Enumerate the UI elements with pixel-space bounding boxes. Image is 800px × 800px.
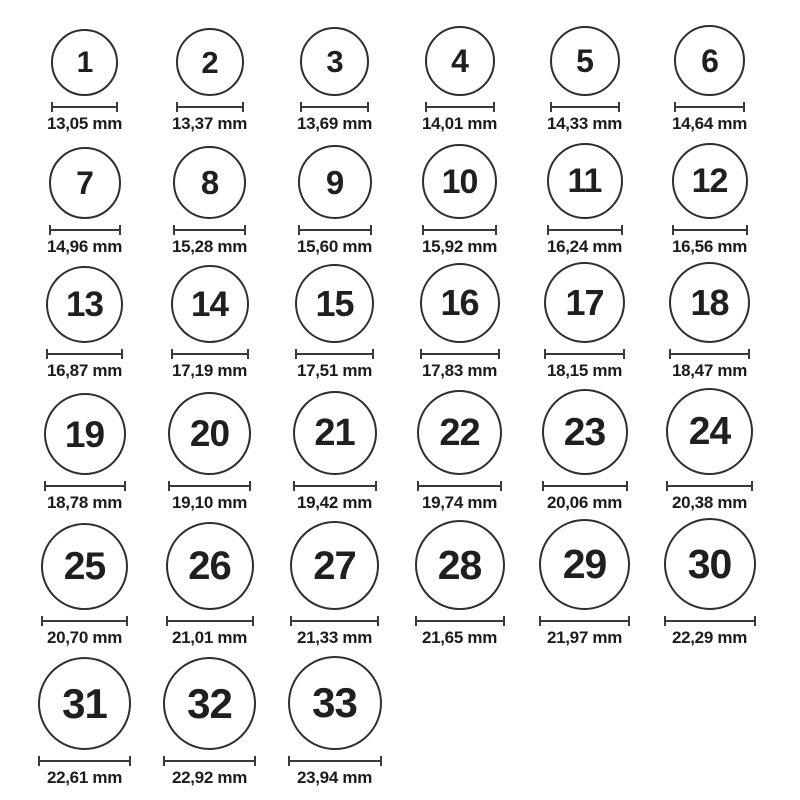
- ring-size-item: [397, 132, 522, 255]
- ring-size-number: 7: [76, 165, 93, 201]
- diameter-measure-line: [425, 102, 495, 112]
- ring-size-number: 22: [439, 411, 480, 454]
- ring-size-number: 3: [326, 44, 343, 79]
- ring-size-item: [272, 646, 397, 786]
- diameter-label: 15,28 mm: [171, 237, 248, 256]
- diameter-measure-line: [298, 225, 372, 235]
- diameter-label: 21,33 mm: [296, 628, 373, 647]
- ring-size-number: 33: [312, 679, 357, 726]
- diameter-measure-line: [539, 616, 630, 626]
- ring-size-number: 31: [62, 679, 107, 727]
- diameter-measure-line: [542, 481, 628, 491]
- diameter-label: 19,10 mm: [171, 493, 248, 512]
- ring-size-item: [522, 132, 647, 255]
- ring-circle: [415, 520, 505, 610]
- diameter-label: 20,70 mm: [46, 628, 123, 647]
- ring-size-number: 2: [201, 44, 218, 80]
- ring-circle: [290, 521, 379, 610]
- diameter-label: 19,42 mm: [296, 493, 373, 512]
- ring-circle: [41, 523, 128, 610]
- diameter-measure-line: [41, 616, 128, 626]
- diameter-label: 18,78 mm: [46, 493, 123, 512]
- ring-circle: [420, 263, 500, 343]
- diameter-measure-line: [290, 616, 379, 626]
- diameter-measure-line: [293, 481, 377, 491]
- diameter-measure-line: [171, 349, 249, 359]
- ring-circle: [666, 388, 753, 475]
- diameter-label: 21,97 mm: [546, 628, 623, 647]
- diameter-measure-line: [544, 349, 625, 359]
- ring-circle: [49, 147, 121, 219]
- ring-size-item: [272, 379, 397, 511]
- ring-size-item: [272, 14, 397, 132]
- diameter-measure-line: [295, 349, 374, 359]
- chart-row: [22, 646, 772, 786]
- ring-size-number: 6: [701, 42, 718, 79]
- ring-circle: [38, 657, 131, 750]
- diameter-measure-line: [417, 481, 502, 491]
- ring-circle: [171, 265, 249, 343]
- ring-size-number: 9: [325, 163, 344, 201]
- diameter-label: 15,60 mm: [296, 237, 373, 256]
- ring-size-number: 19: [64, 413, 105, 455]
- ring-size-item: [522, 379, 647, 511]
- diameter-label: 16,24 mm: [546, 237, 623, 256]
- ring-size-number: 1: [76, 45, 93, 79]
- ring-size-item: [22, 379, 147, 511]
- ring-size-item: [272, 255, 397, 379]
- ring-size-item: [272, 132, 397, 255]
- diameter-measure-line: [173, 225, 246, 235]
- ring-size-number: 12: [691, 162, 728, 200]
- ring-circle: [547, 143, 623, 219]
- diameter-measure-line: [550, 102, 620, 112]
- ring-size-item: [647, 255, 772, 379]
- chart-row: [22, 14, 772, 132]
- diameter-label: 16,56 mm: [671, 237, 748, 256]
- chart-row: [22, 511, 772, 646]
- diameter-label: 18,47 mm: [671, 361, 748, 380]
- diameter-label: 23,94 mm: [296, 768, 373, 787]
- diameter-label: 22,29 mm: [671, 628, 748, 647]
- ring-circle: [168, 392, 251, 475]
- ring-size-number: 26: [188, 544, 231, 588]
- ring-size-item: [22, 255, 147, 379]
- diameter-label: 19,74 mm: [421, 493, 498, 512]
- ring-size-item: [22, 511, 147, 646]
- ring-size-number: 25: [63, 545, 106, 588]
- ring-size-item: [647, 379, 772, 511]
- diameter-measure-line: [163, 756, 256, 766]
- ring-circle: [163, 657, 256, 750]
- diameter-measure-line: [415, 616, 505, 626]
- diameter-label: 18,15 mm: [546, 361, 623, 380]
- ring-size-item: [22, 646, 147, 786]
- ring-size-number: 28: [437, 541, 482, 588]
- diameter-label: 13,05 mm: [46, 114, 123, 133]
- diameter-label: 14,33 mm: [546, 114, 623, 133]
- ring-size-item: [147, 379, 272, 511]
- diameter-label: 17,51 mm: [296, 361, 373, 380]
- ring-size-number: 10: [441, 162, 478, 201]
- diameter-label: 21,65 mm: [421, 628, 498, 647]
- diameter-label: 16,87 mm: [46, 361, 123, 380]
- ring-size-number: 18: [690, 281, 729, 323]
- ring-size-number: 24: [688, 410, 731, 453]
- diameter-label: 14,96 mm: [46, 237, 123, 256]
- ring-size-item: [647, 511, 772, 646]
- diameter-measure-line: [674, 102, 745, 112]
- ring-size-item: [522, 511, 647, 646]
- ring-size-number: 11: [567, 162, 602, 200]
- diameter-label: 14,64 mm: [671, 114, 748, 133]
- diameter-measure-line: [300, 102, 369, 112]
- ring-size-item: [22, 14, 147, 132]
- ring-size-number: 17: [565, 281, 604, 323]
- ring-circle: [300, 27, 369, 96]
- ring-size-item: [147, 511, 272, 646]
- ring-circle: [674, 25, 745, 96]
- diameter-measure-line: [44, 481, 126, 491]
- chart-row: [22, 379, 772, 511]
- ring-size-number: 23: [563, 410, 606, 454]
- diameter-label: 20,38 mm: [671, 493, 748, 512]
- ring-circle: [176, 28, 244, 96]
- ring-size-number: 29: [562, 541, 607, 587]
- ring-size-item: [397, 511, 522, 646]
- ring-size-number: 15: [315, 282, 354, 324]
- ring-size-number: 14: [191, 284, 228, 324]
- ring-circle: [295, 264, 374, 343]
- diameter-measure-line: [420, 349, 500, 359]
- ring-size-number: 30: [687, 540, 732, 587]
- ring-size-item: [397, 255, 522, 379]
- diameter-label: 17,19 mm: [171, 361, 248, 380]
- ring-size-item: [522, 14, 647, 132]
- ring-circle: [542, 389, 628, 475]
- ring-circle: [417, 390, 502, 475]
- diameter-label: 20,06 mm: [546, 493, 623, 512]
- ring-size-item: [397, 14, 522, 132]
- ring-size-item: [522, 255, 647, 379]
- ring-size-number: 21: [314, 412, 355, 454]
- ring-circle: [422, 144, 497, 219]
- diameter-measure-line: [288, 756, 382, 766]
- diameter-measure-line: [51, 102, 118, 112]
- ring-size-item: [147, 646, 272, 786]
- ring-circle: [288, 656, 382, 750]
- diameter-label: 22,61 mm: [46, 768, 123, 787]
- ring-circle: [166, 522, 254, 610]
- ring-size-number: 20: [189, 413, 230, 454]
- ring-circle: [173, 146, 246, 219]
- diameter-measure-line: [672, 225, 748, 235]
- ring-size-item: [397, 379, 522, 511]
- ring-circle: [664, 518, 756, 610]
- ring-size-item: [647, 14, 772, 132]
- ring-size-number: 32: [187, 679, 232, 727]
- ring-circle: [539, 519, 630, 610]
- ring-circle: [46, 266, 123, 343]
- ring-size-number: 8: [200, 164, 219, 201]
- diameter-measure-line: [46, 349, 123, 359]
- chart-row: [22, 132, 772, 255]
- diameter-measure-line: [669, 349, 750, 359]
- diameter-measure-line: [38, 756, 131, 766]
- diameter-measure-line: [547, 225, 623, 235]
- diameter-measure-line: [664, 616, 756, 626]
- ring-size-item: [147, 14, 272, 132]
- diameter-measure-line: [168, 481, 251, 491]
- ring-size-item: [147, 132, 272, 255]
- diameter-label: 21,01 mm: [171, 628, 248, 647]
- ring-circle: [550, 26, 620, 96]
- ring-circle: [425, 26, 495, 96]
- ring-circle: [672, 143, 748, 219]
- ring-size-number: 13: [66, 285, 103, 324]
- diameter-measure-line: [166, 616, 254, 626]
- ring-circle: [544, 262, 625, 343]
- ring-circle: [298, 145, 372, 219]
- ring-size-number: 4: [451, 43, 468, 79]
- diameter-label: 17,83 mm: [421, 361, 498, 380]
- diameter-measure-line: [176, 102, 244, 112]
- diameter-label: 13,69 mm: [296, 114, 373, 133]
- diameter-label: 14,01 mm: [421, 114, 498, 133]
- ring-circle: [44, 393, 126, 475]
- diameter-label: 22,92 mm: [171, 768, 248, 787]
- diameter-label: 13,37 mm: [171, 114, 248, 133]
- chart-row: [22, 255, 772, 379]
- ring-size-item: [147, 255, 272, 379]
- ring-size-item: [647, 132, 772, 255]
- diameter-measure-line: [422, 225, 497, 235]
- diameter-measure-line: [666, 481, 753, 491]
- ring-size-item: [272, 511, 397, 646]
- diameter-measure-line: [49, 225, 121, 235]
- diameter-label: 15,92 mm: [421, 237, 498, 256]
- ring-circle: [293, 391, 377, 475]
- ring-size-number: 16: [440, 282, 479, 323]
- ring-size-number: 5: [576, 43, 593, 79]
- ring-circle: [669, 262, 750, 343]
- ring-size-item: [22, 132, 147, 255]
- ring-circle: [51, 29, 118, 96]
- ring-size-number: 27: [313, 543, 356, 588]
